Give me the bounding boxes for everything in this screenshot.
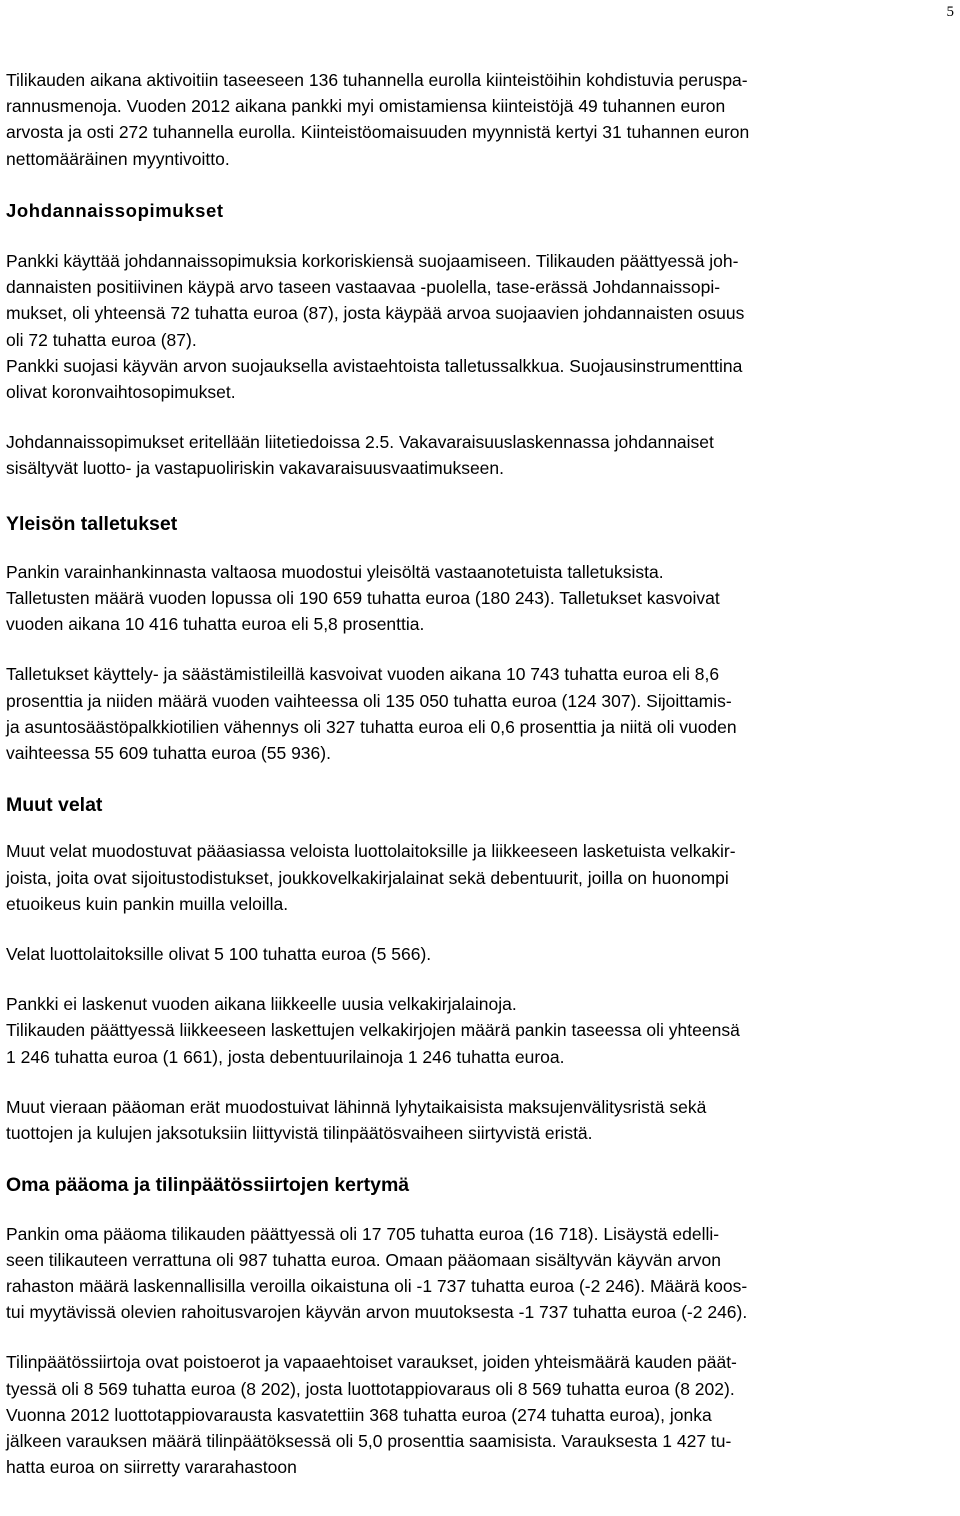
text-line: vaihteessa 55 609 tuhatta euroa (55 936). (6, 743, 331, 764)
text-line: sisältyvät luotto- ja vastapuoliriskin vakavaraisuusvaatimukseen. (6, 458, 505, 479)
text-line: ja asuntosäästöpalkkiotilien vähennys oli 327 tuhatta euroa eli 0,6 prosenttia ja niitä oli vuoden (6, 716, 737, 737)
document-body (6, 67, 954, 1480)
text-line: 1 246 tuhatta euroa (1 661), josta debentuurilainoja 1 246 tuhatta euroa. (6, 1046, 565, 1067)
text-line: Velat luottolaitoksille olivat 5 100 tuhatta euroa (5 566). (6, 944, 432, 965)
text-line: tui myytävissä olevien rahoitusvarojen käyvän arvon muutoksesta -1 737 tuhatta euroa (-2 246). (6, 1302, 748, 1323)
text-line: Tilikauden aikana aktivoitiin taseeseen 136 tuhannella eurolla kiinteistöihin kohdistuvia peruspa- (6, 70, 748, 90)
paragraph (6, 838, 954, 917)
text-line: Talletukset käyttely- ja säästämistileillä kasvoivat vuoden aikana 10 743 tuhatta euroa eli 8,6 (6, 664, 720, 685)
text-line: mukset, oli yhteensä 72 tuhatta euroa (87), josta käypää arvoa suojaavien johdannaisten osuus (6, 303, 745, 324)
paragraph (6, 559, 954, 638)
text-line: Pankki ei laskenut vuoden aikana liikkeelle uusia velkakirjalainoja. (6, 994, 517, 1015)
paragraph (6, 429, 954, 481)
text-line: prosenttia ja niiden määrä vuoden vaihteessa oli 135 050 tuhatta euroa (124 307). Sijoittamis- (6, 690, 732, 711)
text-line: Talletusten määrä vuoden lopussa oli 190 659 tuhatta euroa (180 243). Talletukset kasvoivat (6, 588, 720, 609)
paragraph (6, 67, 954, 172)
text-line: rannusmenoja. Vuoden 2012 aikana pankki myi omistamiensa kiinteistöjä 49 tuhannen euron (6, 96, 726, 117)
page-number: 5 (946, 4, 954, 20)
text-line: tuottojen ja kulujen jaksotuksiin liittyvistä tilinpäätösvaiheen siirtyvistä eristä. (6, 1123, 593, 1144)
text-line: dannaisten positiivinen käypä arvo taseen vastaavaa -puolella, tase-erässä Johdannaissopi- (6, 277, 721, 298)
text-line: hatta euroa on siirretty vararahastoon (6, 1457, 297, 1478)
text-line: olivat koronvaihtosopimukset. (6, 382, 236, 403)
paragraph (6, 661, 954, 766)
text-line: arvosta ja osti 272 tuhannella eurolla. Kiinteistöomaisuuden myynnistä kertyi 31 tuhannen euron (6, 122, 750, 143)
paragraph (6, 1221, 954, 1326)
text-line: tyessä oli 8 569 tuhatta euroa (8 202), josta luottotappiovaraus oli 8 569 tuhatta euroa (8 202). (6, 1378, 735, 1399)
text-line: Muut velat muodostuvat pääasiassa veloista luottolaitoksille ja liikkeeseen lasketuista velkakir- (6, 841, 736, 862)
text-line: Pankki suojasi käyvän arvon suojauksella avistaehtoista talletussalkkua. Suojausinstrumenttina (6, 355, 743, 376)
text-line: Vuonna 2012 luottotappiovarausta kasvatettiin 368 tuhatta euroa (274 tuhatta euroa), jonka (6, 1404, 712, 1425)
text-line: oli 72 tuhatta euroa (87). (6, 329, 197, 350)
text-line: Tilinpäätössiirtoja ovat poistoerot ja vapaaehtoiset varaukset, joiden yhteismäärä kauden päät- (6, 1352, 737, 1373)
text-line: Muut vieraan pääoman erät muodostuivat lähinnä lyhytaikaisista maksujenvälitysristä sekä (6, 1096, 707, 1117)
section-heading: Yleisön talletukset (6, 512, 178, 535)
text-line: Pankin oma pääoma tilikauden päättyessä oli 17 705 tuhatta euroa (16 718). Lisäystä edelli- (6, 1223, 720, 1244)
text-line: Tilikauden päättyessä liikkeeseen laskettujen velkakirjojen määrä pankin taseessa oli yhteensä (6, 1020, 740, 1041)
text-line: jälkeen varauksen määrä tilinpäätöksessä oli 5,0 prosenttia saamisista. Varauksesta 1 427 tu- (6, 1430, 732, 1451)
text-line: rahaston määrä laskennallisilla veroilla oikaistuna oli -1 737 tuhatta euroa (-2 246). Määrä koos- (6, 1275, 748, 1296)
paragraph (6, 941, 954, 967)
text-line: seen tilikauteen verrattuna oli 987 tuhatta euroa. Omaan pääomaan sisältyvän käyvän arvon (6, 1249, 722, 1270)
section-heading: Muut velat (6, 794, 103, 817)
paragraph (6, 1349, 954, 1480)
section-heading: Johdannaissopimukset (6, 199, 224, 221)
text-line: etuoikeus kuin pankin muilla veloilla. (6, 893, 289, 914)
paragraph (6, 1094, 954, 1146)
text-line: Johdannaissopimukset eritellään liitetiedoissa 2.5. Vakavaraisuuslaskennassa johdannaiset (6, 432, 714, 453)
text-line: nettomääräinen myyntivoitto. (6, 148, 230, 169)
text-line: vuoden aikana 10 416 tuhatta euroa eli 5,8 prosenttia. (6, 614, 425, 635)
section-heading: Oma pääoma ja tilinpäätössiirtojen kertymä (6, 1174, 410, 1197)
text-line: Pankki käyttää johdannaissopimuksia korkoriskiensä suojaamiseen. Tilikauden päättyessä joh- (6, 251, 739, 272)
paragraph (6, 248, 954, 405)
text-line: Pankin varainhankinnasta valtaosa muodostui yleisöltä vastaanotetuista talletuksista. (6, 561, 664, 582)
paragraph (6, 991, 954, 1070)
text-line: joista, joita ovat sijoitustodistukset, joukkovelkakirjalainat sekä debentuurit, joilla on huonompi (6, 867, 729, 888)
